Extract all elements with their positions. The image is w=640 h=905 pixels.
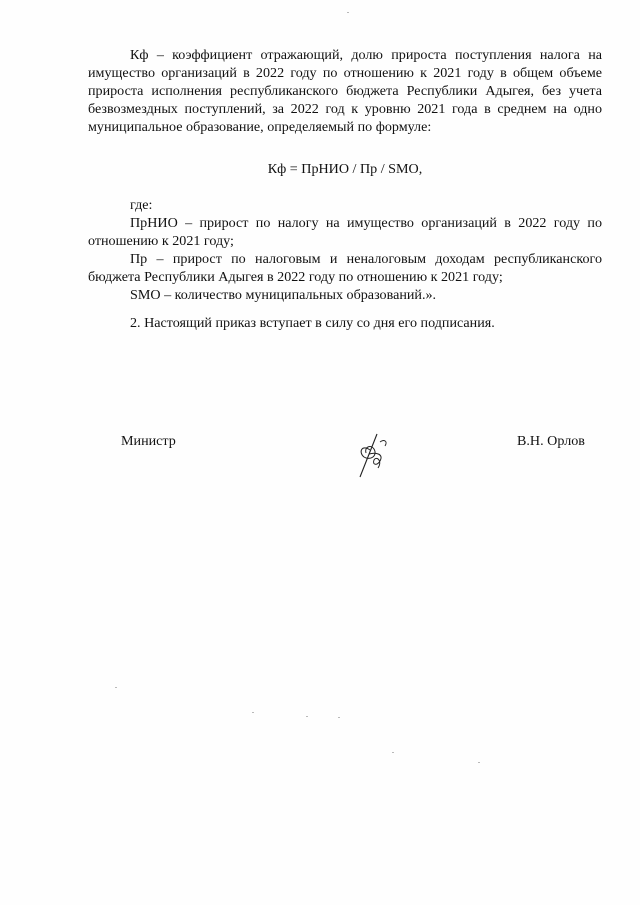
prnio-definition: ПрНИО – прирост по налогу на имущество организаций в 2022 году по отношению к 2021 году; (88, 215, 602, 249)
kf-definition-block (88, 46, 602, 136)
signatory-name: В.Н. Орлов (517, 433, 585, 449)
scan-speck (252, 712, 254, 713)
scan-speck (306, 716, 308, 717)
formula-line: Кф = ПрНИО / Пр / SМО, (267, 161, 423, 177)
signatory-title: Министр (121, 433, 176, 449)
item2-block (88, 314, 602, 332)
scan-speck (392, 752, 394, 753)
scan-speck (115, 687, 117, 688)
scan-speck (478, 762, 480, 763)
pr-definition: Пр – прирост по налоговым и неналоговым доходам республиканского бюджета Республики Адыгея в 2022 году по отношению к 2021 году; (88, 251, 602, 285)
item2-paragraph: 2. Настоящий приказ вступает в силу со дня его подписания. (130, 315, 495, 331)
signature-row (0, 430, 640, 490)
smo-definition: SМО – количество муниципальных образований.». (130, 287, 437, 303)
where-label: где: (130, 197, 153, 213)
legend-block (88, 196, 602, 304)
scan-speck (347, 12, 349, 13)
scan-speck (338, 717, 340, 718)
kf-definition-paragraph: Кф – коэффициент отражающий, долю прироста поступления налога на имущество организаций в 2022 году по отношению к 2021 году в общем объеме прироста исполнения республиканского бюджета Республики Адыгея, без учета безвозмездных поступлений, за 2022 год к уровню 2021 года в среднем на одно муниципальное образование, определяемый по формуле: (88, 47, 602, 135)
handwritten-signature (350, 430, 396, 480)
